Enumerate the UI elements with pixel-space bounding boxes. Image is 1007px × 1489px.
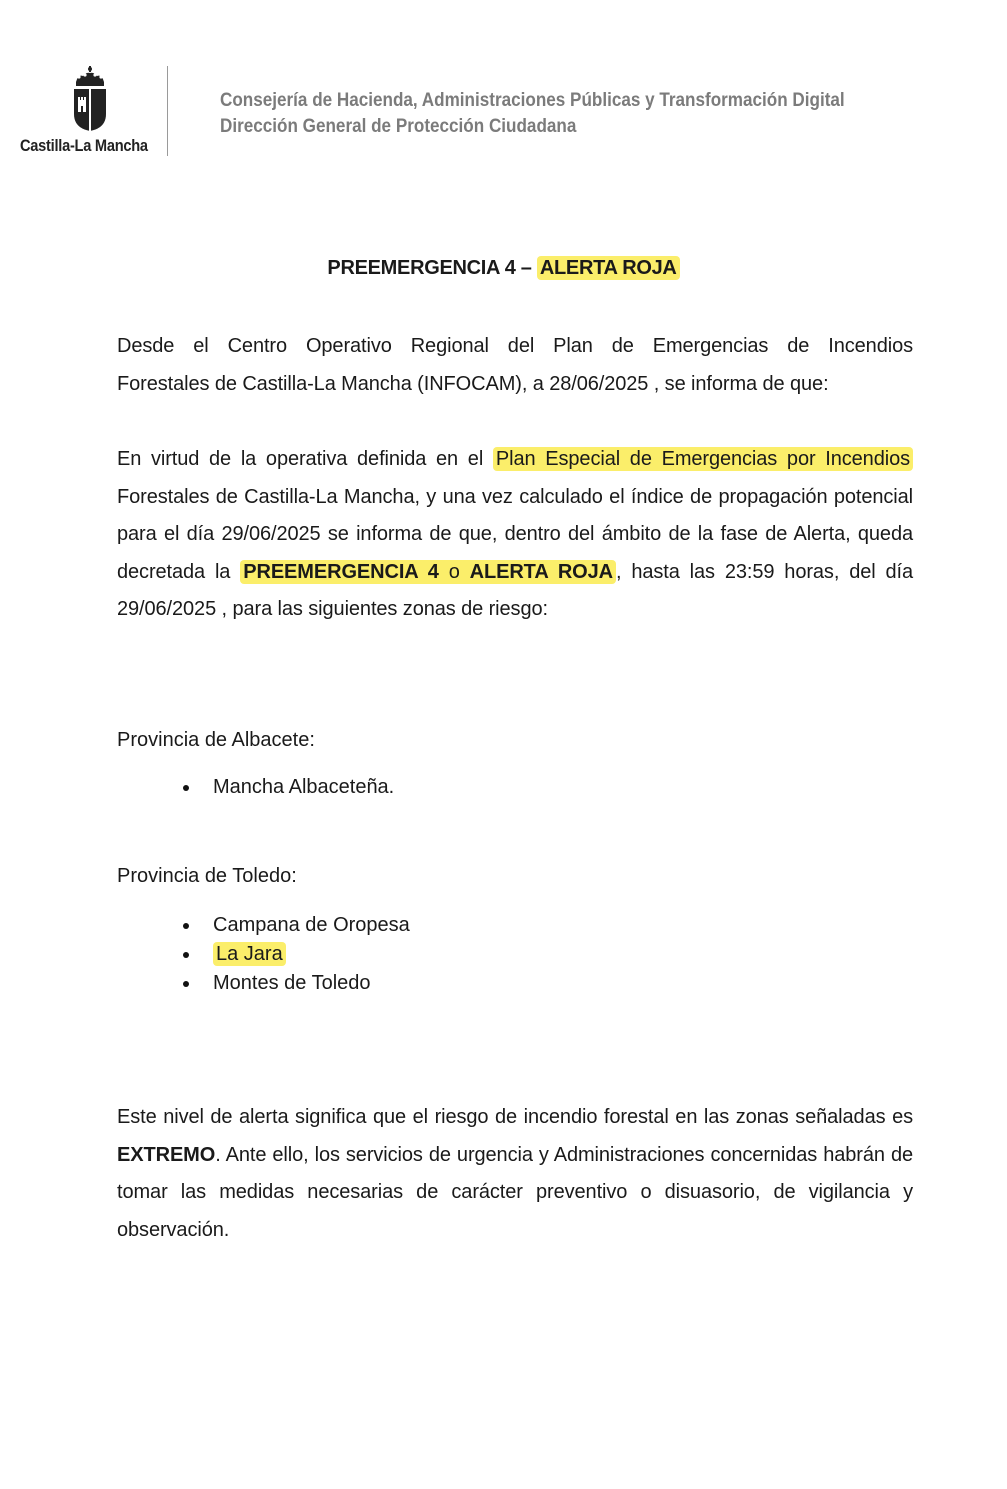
- header-divider: [167, 66, 168, 156]
- decree-paragraph: [117, 441, 913, 629]
- org-line-ministry: Consejería de Hacienda, Administraciones Públicas y Transformación Digital: [220, 90, 845, 111]
- zone-name-highlight: La Jara: [213, 942, 286, 966]
- title-prefix: PREEMERGENCIA 4 –: [327, 257, 537, 279]
- alert-level-roja: ALERTA ROJA: [469, 560, 613, 583]
- logo-wordmark: Castilla-La Mancha: [20, 136, 148, 155]
- plan-name-highlight: Plan Especial de Emergencias por Incendios: [493, 447, 913, 471]
- meaning-paragraph: [117, 1099, 913, 1249]
- castilla-la-mancha-logo: [20, 66, 160, 158]
- bullet-icon: [183, 785, 189, 791]
- list-item: [117, 773, 394, 802]
- alert-level-preemergencia: PREEMERGENCIA 4: [243, 560, 439, 583]
- title-highlight: ALERTA ROJA: [537, 256, 680, 280]
- meaning-lead: Este nivel de alerta significa que el riesgo de incendio forestal en las zonas señaladas es: [117, 1106, 913, 1128]
- intro-line-1: Desde el Centro Operativo Regional del Plan de Emergencias de Incendios: [117, 335, 913, 357]
- zone-name: Montes de Toledo: [213, 972, 371, 994]
- risk-level: EXTREMO: [117, 1143, 216, 1166]
- bullet-icon: [183, 952, 189, 958]
- intro-line-2: Forestales de Castilla-La Mancha (INFOCAM), a 28/06/2025 , se informa de que:: [117, 372, 829, 395]
- alert-level-highlight: [240, 560, 616, 584]
- issuing-organization: [220, 88, 845, 140]
- decree-mid: Forestales de Castilla-La Mancha, y una vez calculado el índice de propagación potencial para el día 29/06/2025 se informa de que, dentro del ámbito de la fase de Alerta, queda decretada la: [117, 485, 913, 583]
- bullet-icon: [183, 981, 189, 987]
- list-item: [117, 911, 410, 940]
- zone-list-albacete: [117, 773, 394, 802]
- zone-list-toledo: [117, 911, 410, 998]
- decree-tail: , hasta las 23:59 horas, del día 29/06/2025 , para las siguientes zonas de riesgo:: [117, 560, 913, 620]
- list-item: [117, 940, 410, 969]
- zone-name: Mancha Albaceteña.: [213, 776, 395, 798]
- meaning-tail: . Ante ello, los servicios de urgencia y Administraciones concernidas habrán de tomar las medidas necesarias de carácter preventivo o disuasorio, de vigilancia y observación.: [117, 1143, 913, 1241]
- province-label-toledo: Provincia de Toledo:: [117, 865, 297, 887]
- document-title: [0, 257, 1007, 280]
- intro-paragraph: [117, 328, 913, 403]
- document-header: [0, 0, 1007, 170]
- coat-of-arms-icon: [70, 66, 110, 132]
- decree-lead: En virtud de la operativa definida en el: [117, 448, 493, 470]
- bullet-icon: [183, 923, 189, 929]
- province-label-albacete: Provincia de Albacete:: [117, 729, 315, 751]
- zone-name: Campana de Oropesa: [213, 914, 410, 936]
- list-item: [117, 969, 410, 998]
- alert-level-or: o: [438, 560, 470, 583]
- org-line-directorate: Dirección General de Protección Ciudadana: [220, 116, 577, 137]
